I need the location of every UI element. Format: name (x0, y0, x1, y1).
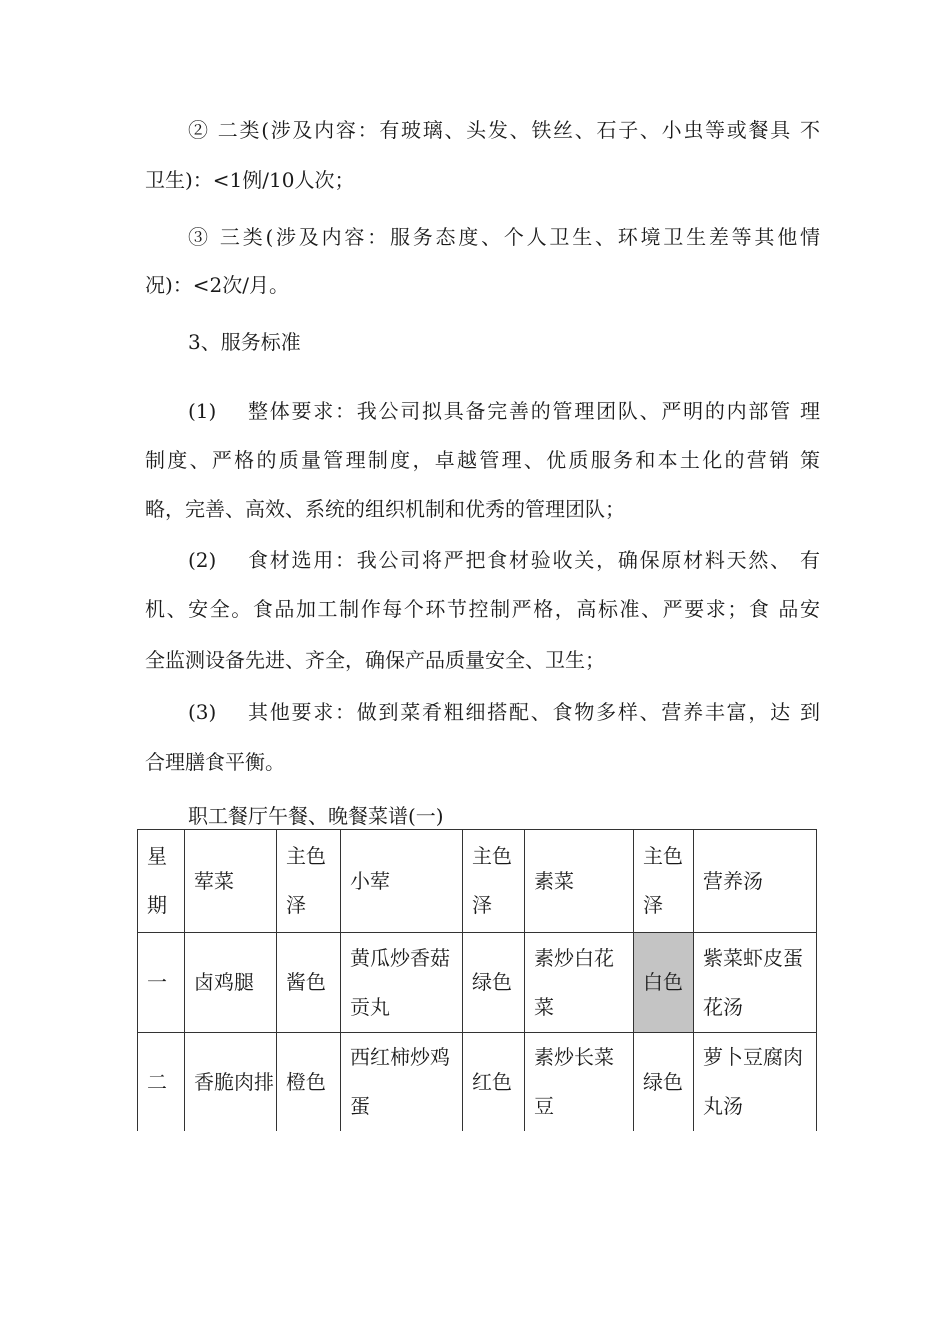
table-cell-vegetable-dish: 素炒长菜豆 (525, 1033, 634, 1132)
header-weekday: 星期 (138, 830, 185, 933)
header-meat-dish: 荤菜 (185, 830, 277, 933)
table-header-row (138, 830, 817, 933)
paragraph-ingredients-line-2: 机、安全。食品加工制作每个环节控制严格，高标准、严要求；食 品安 (145, 597, 820, 621)
table-cell-meat-dish: 香脆肉排 (185, 1033, 277, 1132)
header-vegetable-dish: 素菜 (525, 830, 634, 933)
paragraph-category-3-line-2: 况)：<2次/月。 (145, 273, 290, 297)
table-cell-soup: 紫菜虾皮蛋花汤 (694, 933, 817, 1033)
table-cell-small-meat-dish: 西红柿炒鸡蛋 (341, 1033, 463, 1132)
header-soup: 营养汤 (694, 830, 817, 933)
table-cell-meat-dish: 卤鸡腿 (185, 933, 277, 1033)
paragraph-category-2-line-1: ② 二类(涉及内容：有玻璃、头发、铁丝、石子、小虫等或餐具 不 (188, 118, 820, 142)
header-main-color: 主色泽 (463, 830, 525, 933)
header-main-color: 主色泽 (277, 830, 341, 933)
table-cell-color: 红色 (463, 1033, 525, 1132)
table-cell-color: 橙色 (277, 1033, 341, 1132)
paragraph-ingredients-line-1: (2) 食材选用：我公司将严把食材验收关，确保原材料天然、 有 (188, 548, 820, 572)
paragraph-overall-requirements-line-3: 略，完善、高效、系统的组织机制和优秀的管理团队； (145, 497, 625, 521)
header-main-color: 主色泽 (634, 830, 694, 933)
table-cell-weekday: 二 (138, 1033, 185, 1132)
table-cell-vegetable-dish: 素炒白花菜 (525, 933, 634, 1033)
table-cell-color: 绿色 (463, 933, 525, 1033)
paragraph-ingredients-line-3: 全监测设备先进、齐全，确保产品质量安全、卫生； (145, 648, 605, 672)
table-row (138, 933, 817, 1033)
table-cell-small-meat-dish: 黄瓜炒香菇贡丸 (341, 933, 463, 1033)
paragraph-category-3-line-1: ③ 三类(涉及内容：服务态度、个人卫生、环境卫生差等其他情 (188, 225, 820, 249)
paragraph-category-2-line-2: 卫生)：<1例/10人次； (145, 168, 355, 192)
header-small-meat-dish: 小荤 (341, 830, 463, 933)
section-heading-service-standard: 3、服务标准 (188, 330, 301, 354)
table-row (138, 1033, 817, 1132)
menu-table (137, 829, 817, 1131)
table-caption: 职工餐厅午餐、晚餐菜谱(一) (188, 804, 444, 828)
table-cell-soup: 萝卜豆腐肉丸汤 (694, 1033, 817, 1132)
table-cell-weekday: 一 (138, 933, 185, 1033)
table-cell-color: 绿色 (634, 1033, 694, 1132)
table-cell-color: 酱色 (277, 933, 341, 1033)
paragraph-overall-requirements-line-2: 制度、严格的质量管理制度，卓越管理、优质服务和本土化的营销 策 (145, 448, 820, 472)
paragraph-overall-requirements-line-1: (1) 整体要求：我公司拟具备完善的管理团队、严明的内部管 理 (188, 399, 820, 423)
table-cell-color-shaded: 白色 (634, 933, 694, 1033)
paragraph-other-requirements-line-2: 合理膳食平衡。 (145, 750, 285, 774)
paragraph-other-requirements-line-1: (3) 其他要求：做到菜肴粗细搭配、食物多样、营养丰富，达 到 (188, 700, 820, 724)
